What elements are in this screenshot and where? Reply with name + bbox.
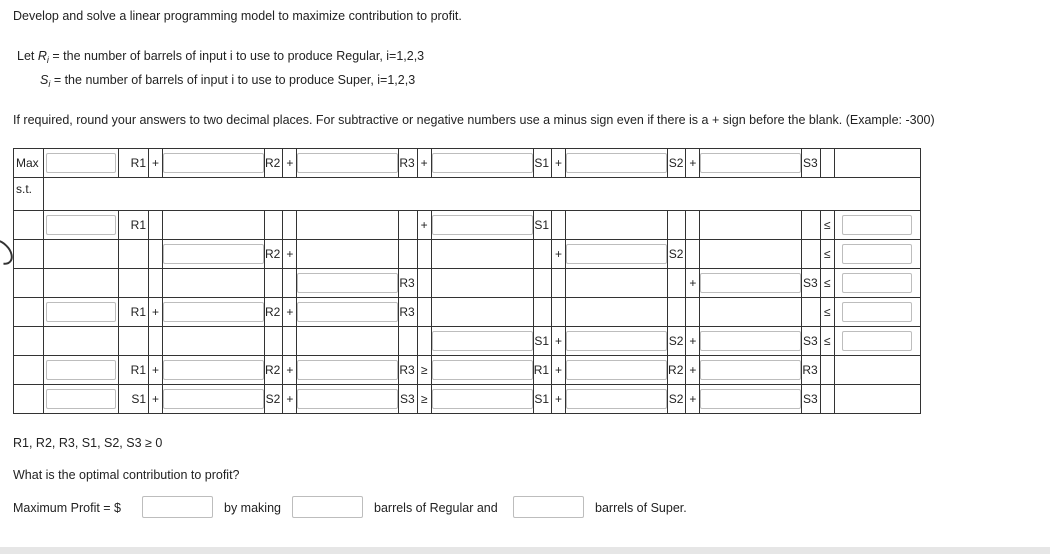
operator-label: ≥ — [417, 385, 431, 414]
operator-label — [417, 327, 431, 356]
coef-cell — [700, 385, 802, 414]
coef-input[interactable] — [432, 153, 533, 173]
var-label: R2 — [668, 356, 686, 385]
operator-label: + — [149, 385, 163, 414]
var-label: S2 — [265, 385, 283, 414]
coef-input[interactable] — [297, 153, 398, 173]
coef-cell — [566, 356, 668, 385]
row-label — [14, 298, 44, 327]
rhs-input[interactable] — [842, 331, 912, 351]
coef-input[interactable] — [566, 153, 667, 173]
operator-label — [283, 269, 297, 298]
coef-cell — [44, 240, 119, 269]
coef-input[interactable] — [163, 360, 264, 380]
coef-input[interactable] — [297, 360, 398, 380]
operator-label — [149, 240, 163, 269]
coef-cell — [44, 298, 119, 327]
var-label: R1 — [119, 298, 149, 327]
coef-cell — [700, 211, 802, 240]
coef-cell — [566, 385, 668, 414]
operator-label: + — [149, 298, 163, 327]
operator-label: ≤ — [820, 327, 834, 356]
var-label: R1 — [119, 211, 149, 240]
operator-label — [820, 385, 834, 414]
var-label: S1 — [533, 385, 551, 414]
def-r — [17, 49, 424, 63]
coef-cell — [297, 298, 399, 327]
var-label: R3 — [399, 298, 417, 327]
var-label — [668, 211, 686, 240]
operator-label: ≤ — [820, 269, 834, 298]
optimal-question: What is the optimal contribution to profit? — [13, 468, 240, 482]
rhs-cell — [834, 240, 920, 269]
max-profit-label: Maximum Profit = $ — [13, 501, 122, 515]
coef-input[interactable] — [297, 273, 398, 293]
operator-label — [686, 211, 700, 240]
coef-cell — [566, 327, 668, 356]
var-label — [533, 269, 551, 298]
var-label: S2 — [668, 327, 686, 356]
s-sub: i — [48, 79, 51, 89]
coef-cell — [700, 298, 802, 327]
coef-cell — [431, 211, 533, 240]
var-label — [802, 211, 820, 240]
var-label: R3 — [802, 356, 820, 385]
r-definition: = the number of barrels of input i to use to produce Regular, i=1,2,3 — [48, 49, 425, 63]
coef-input[interactable] — [46, 153, 116, 173]
operator-label: + — [552, 356, 566, 385]
var-label — [802, 240, 820, 269]
coef-cell — [700, 356, 802, 385]
var-label — [533, 240, 551, 269]
super-barrels-input[interactable] — [513, 496, 584, 518]
coef-input[interactable] — [432, 331, 533, 351]
coef-cell — [297, 385, 399, 414]
var-label: R1 — [119, 149, 149, 178]
var-label: S2 — [668, 149, 686, 178]
coef-input[interactable] — [46, 302, 116, 322]
operator-label — [820, 356, 834, 385]
coef-input[interactable] — [297, 389, 398, 409]
row-label — [14, 385, 44, 414]
var-label — [399, 211, 417, 240]
rhs-cell — [834, 298, 920, 327]
operator-label: + — [283, 385, 297, 414]
var-label: S2 — [668, 240, 686, 269]
coef-cell — [700, 149, 802, 178]
coef-cell — [163, 240, 265, 269]
operator-label: + — [283, 298, 297, 327]
by-making-label: by making — [224, 501, 281, 515]
st-row — [14, 178, 921, 211]
coef-input[interactable] — [163, 302, 264, 322]
s-definition: = the number of barrels of input i to use to produce Super, i=1,2,3 — [50, 73, 416, 87]
operator-label: ≤ — [820, 211, 834, 240]
regular-label: barrels of Regular and — [374, 501, 498, 515]
row-label — [14, 327, 44, 356]
coef-input[interactable] — [566, 389, 667, 409]
s-symbol: S — [40, 73, 49, 87]
coef-cell — [431, 327, 533, 356]
coef-cell — [44, 149, 119, 178]
coef-cell — [297, 269, 399, 298]
var-label: S3 — [399, 385, 417, 414]
operator-label — [417, 269, 431, 298]
coef-cell — [163, 327, 265, 356]
coef-cell — [163, 211, 265, 240]
var-label — [399, 327, 417, 356]
coef-cell — [700, 269, 802, 298]
operator-label — [552, 298, 566, 327]
operator-label — [283, 211, 297, 240]
operator-label: + — [686, 327, 700, 356]
coef-input[interactable] — [163, 389, 264, 409]
bottom-divider — [0, 547, 1050, 554]
var-label — [265, 269, 283, 298]
coef-cell — [163, 356, 265, 385]
coef-cell — [566, 269, 668, 298]
var-label: R1 — [533, 356, 551, 385]
operator-label: ≤ — [820, 240, 834, 269]
var-label: R2 — [265, 149, 283, 178]
coef-input[interactable] — [297, 302, 398, 322]
coef-cell — [431, 298, 533, 327]
var-label — [802, 298, 820, 327]
coef-input[interactable] — [700, 273, 801, 293]
var-label: R3 — [399, 356, 417, 385]
var-label: S3 — [802, 269, 820, 298]
operator-label: + — [686, 269, 700, 298]
var-label: R2 — [265, 356, 283, 385]
coef-input[interactable] — [432, 360, 533, 380]
coef-cell — [431, 240, 533, 269]
coef-cell — [297, 356, 399, 385]
var-label: S3 — [802, 149, 820, 178]
coef-cell — [44, 269, 119, 298]
model-row — [14, 385, 921, 414]
var-label: R1 — [119, 356, 149, 385]
rhs-input[interactable] — [842, 215, 912, 235]
row-label — [14, 240, 44, 269]
operator-label — [149, 211, 163, 240]
coef-cell — [700, 327, 802, 356]
operator-label: ≥ — [417, 356, 431, 385]
operator-label: + — [686, 149, 700, 178]
var-label — [119, 327, 149, 356]
rhs-input[interactable] — [842, 244, 912, 264]
coef-input[interactable] — [163, 244, 264, 264]
coef-input[interactable] — [700, 331, 801, 351]
r-symbol: R — [37, 49, 47, 63]
var-label — [668, 298, 686, 327]
coef-cell — [163, 298, 265, 327]
rhs-cell — [834, 356, 920, 385]
coef-cell — [44, 356, 119, 385]
operator-label: + — [417, 211, 431, 240]
var-label: R2 — [265, 298, 283, 327]
operator-label — [686, 298, 700, 327]
operator-label: + — [686, 385, 700, 414]
rhs-cell — [834, 385, 920, 414]
coef-input[interactable] — [432, 389, 533, 409]
coef-input[interactable] — [46, 389, 116, 409]
r-sub: i — [46, 55, 49, 65]
var-label — [265, 211, 283, 240]
operator-label — [417, 298, 431, 327]
coef-cell — [566, 211, 668, 240]
var-label: S1 — [533, 149, 551, 178]
operator-label: + — [686, 356, 700, 385]
st-filler — [44, 178, 921, 211]
coef-input[interactable] — [46, 360, 116, 380]
var-label: R2 — [265, 240, 283, 269]
coef-input[interactable] — [700, 389, 801, 409]
coef-cell — [431, 385, 533, 414]
operator-label — [417, 240, 431, 269]
model-row — [14, 240, 921, 269]
coef-cell — [44, 327, 119, 356]
coef-input[interactable] — [566, 331, 667, 351]
regular-barrels-input[interactable] — [292, 496, 363, 518]
coef-cell — [431, 356, 533, 385]
operator-label — [283, 327, 297, 356]
operator-label: + — [149, 149, 163, 178]
coef-cell — [297, 327, 399, 356]
operator-label — [149, 269, 163, 298]
var-label — [119, 269, 149, 298]
coef-cell — [431, 149, 533, 178]
nonnegativity: R1, R2, R3, S1, S2, S3 ≥ 0 — [13, 436, 163, 450]
operator-label: + — [552, 149, 566, 178]
operator-label: + — [552, 240, 566, 269]
row-label — [14, 211, 44, 240]
coef-cell — [297, 211, 399, 240]
coef-input[interactable] — [566, 244, 667, 264]
coef-cell — [44, 385, 119, 414]
model-row — [14, 298, 921, 327]
coef-input[interactable] — [700, 360, 801, 380]
coef-input[interactable] — [432, 215, 533, 235]
model-row — [14, 269, 921, 298]
var-label: S1 — [533, 211, 551, 240]
rhs-cell — [834, 149, 920, 178]
operator-label — [552, 211, 566, 240]
coef-cell — [163, 385, 265, 414]
let-label: Let — [17, 49, 35, 63]
var-label: S2 — [668, 385, 686, 414]
operator-label: + — [283, 240, 297, 269]
operator-label: + — [552, 327, 566, 356]
rhs-cell — [834, 269, 920, 298]
coef-cell — [700, 240, 802, 269]
row-label — [14, 356, 44, 385]
operator-label: + — [149, 356, 163, 385]
coef-cell — [163, 269, 265, 298]
operator-label: + — [283, 356, 297, 385]
var-label: S3 — [802, 327, 820, 356]
operator-label — [820, 149, 834, 178]
coef-input[interactable] — [566, 360, 667, 380]
var-label — [399, 240, 417, 269]
var-label — [668, 269, 686, 298]
model-row — [14, 149, 921, 178]
model-row — [14, 211, 921, 240]
operator-label: + — [417, 149, 431, 178]
coef-cell — [297, 149, 399, 178]
coef-input[interactable] — [46, 215, 116, 235]
var-label — [265, 327, 283, 356]
row-label — [14, 269, 44, 298]
coef-cell — [163, 149, 265, 178]
operator-label — [686, 240, 700, 269]
coef-cell — [566, 298, 668, 327]
operator-label — [552, 269, 566, 298]
var-label — [533, 298, 551, 327]
var-label — [119, 240, 149, 269]
row-label: Max — [14, 149, 44, 178]
lp-model-table — [13, 148, 921, 414]
var-label: S1 — [533, 327, 551, 356]
coef-input[interactable] — [700, 153, 801, 173]
st-label: s.t. — [14, 178, 44, 211]
coef-cell — [566, 240, 668, 269]
rhs-cell — [834, 211, 920, 240]
rhs-cell — [834, 327, 920, 356]
operator-label: + — [552, 385, 566, 414]
var-label: R3 — [399, 269, 417, 298]
coef-cell — [297, 240, 399, 269]
instruction-text: Develop and solve a linear programming model to maximize contribution to profit. — [13, 9, 462, 23]
coef-cell — [44, 211, 119, 240]
coef-cell — [431, 269, 533, 298]
operator-label: ≤ — [820, 298, 834, 327]
rounding-note: If required, round your answers to two decimal places. For subtractive or negative numbers use a minus sign even if there is a + sign before the blank. (Example: -300) — [13, 113, 935, 127]
var-label: S3 — [802, 385, 820, 414]
model-row — [14, 356, 921, 385]
coef-input[interactable] — [163, 153, 264, 173]
rhs-input[interactable] — [842, 273, 912, 293]
var-label: S1 — [119, 385, 149, 414]
rhs-input[interactable] — [842, 302, 912, 322]
var-label: R3 — [399, 149, 417, 178]
operator-label: + — [283, 149, 297, 178]
max-profit-input[interactable] — [142, 496, 213, 518]
coef-cell — [566, 149, 668, 178]
super-label: barrels of Super. — [595, 501, 687, 515]
def-s — [40, 73, 415, 87]
operator-label — [149, 327, 163, 356]
model-row — [14, 327, 921, 356]
